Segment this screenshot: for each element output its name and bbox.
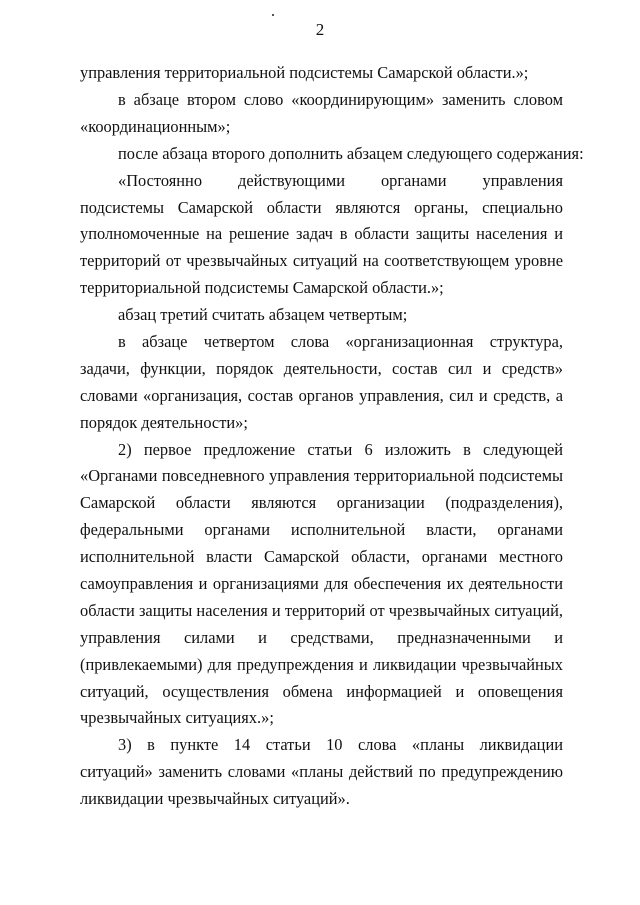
text-line: абзац третий считать абзацем четвертым; (118, 305, 408, 325)
paragraph (80, 732, 563, 813)
text-line: «Постоянно действующими органами управления (118, 170, 563, 190)
text-line: чрезвычайных ситуациях.»; (80, 708, 274, 728)
scan-speck (272, 14, 274, 16)
text-line: ликвидации чрезвычайных ситуаций». (80, 789, 350, 809)
paragraph (80, 168, 563, 302)
text-line: области защиты населения и территорий от чрезвычайных ситуаций, (80, 600, 563, 620)
text-line: ситуаций, осуществления обмена информацией и оповещения (80, 681, 563, 701)
text-line: подсистемы Самарской области являются органы, специально (80, 197, 563, 217)
paragraph (80, 60, 563, 87)
text-line: управления силами и средствами, предназначенными и (80, 627, 563, 647)
text-line: словами «организация, состав органов управления, сил и средств, а (80, 385, 563, 405)
text-line: 2) первое предложение статьи 6 изложить в следующей (118, 439, 563, 459)
text-line: в абзаце четвертом слова «организационная структура, (118, 331, 563, 351)
paragraph (80, 302, 563, 329)
text-line: ситуаций» заменить словами «планы действий по предупреждению (80, 762, 563, 782)
text-line: (привлекаемыми) для предупреждения и ликвидации чрезвычайных (80, 654, 563, 674)
page-number: 2 (315, 20, 325, 39)
text-line: 3) в пункте 14 статьи 10 слова «планы ликвидации (118, 735, 563, 755)
text-line: Самарской области являются организации (подразделения), (80, 493, 563, 513)
text-line: порядок деятельности»; (80, 412, 248, 432)
text-line: в абзаце втором слово «координирующим» заменить словом (118, 89, 563, 109)
text-line: самоуправления и организациями для обеспечения их деятельности (80, 574, 563, 594)
text-line: «Органами повседневного управления территориальной подсистемы (80, 466, 563, 486)
text-line: уполномоченные на решение задач в области защиты населения и (80, 224, 563, 244)
paragraph (80, 87, 563, 141)
document-body (80, 60, 584, 813)
text-line: федеральными органами исполнительной власти, органами (80, 520, 563, 540)
paragraph (80, 329, 563, 437)
paragraph (80, 141, 584, 168)
text-line: исполнительной власти Самарской области, органами местного (80, 547, 563, 567)
paragraph (80, 437, 563, 733)
text-line: управления территориальной подсистемы Самарской области.»; (80, 63, 529, 82)
text-line: территориальной подсистемы Самарской области.»; (80, 278, 444, 298)
text-line: «координационным»; (80, 116, 231, 136)
text-line: территорий от чрезвычайных ситуаций на соответствующем уровне (80, 251, 563, 271)
text-line: задачи, функции, порядок деятельности, состав сил и средств» (80, 358, 563, 378)
text-line: после абзаца второго дополнить абзацем следующего содержания: (118, 143, 584, 163)
